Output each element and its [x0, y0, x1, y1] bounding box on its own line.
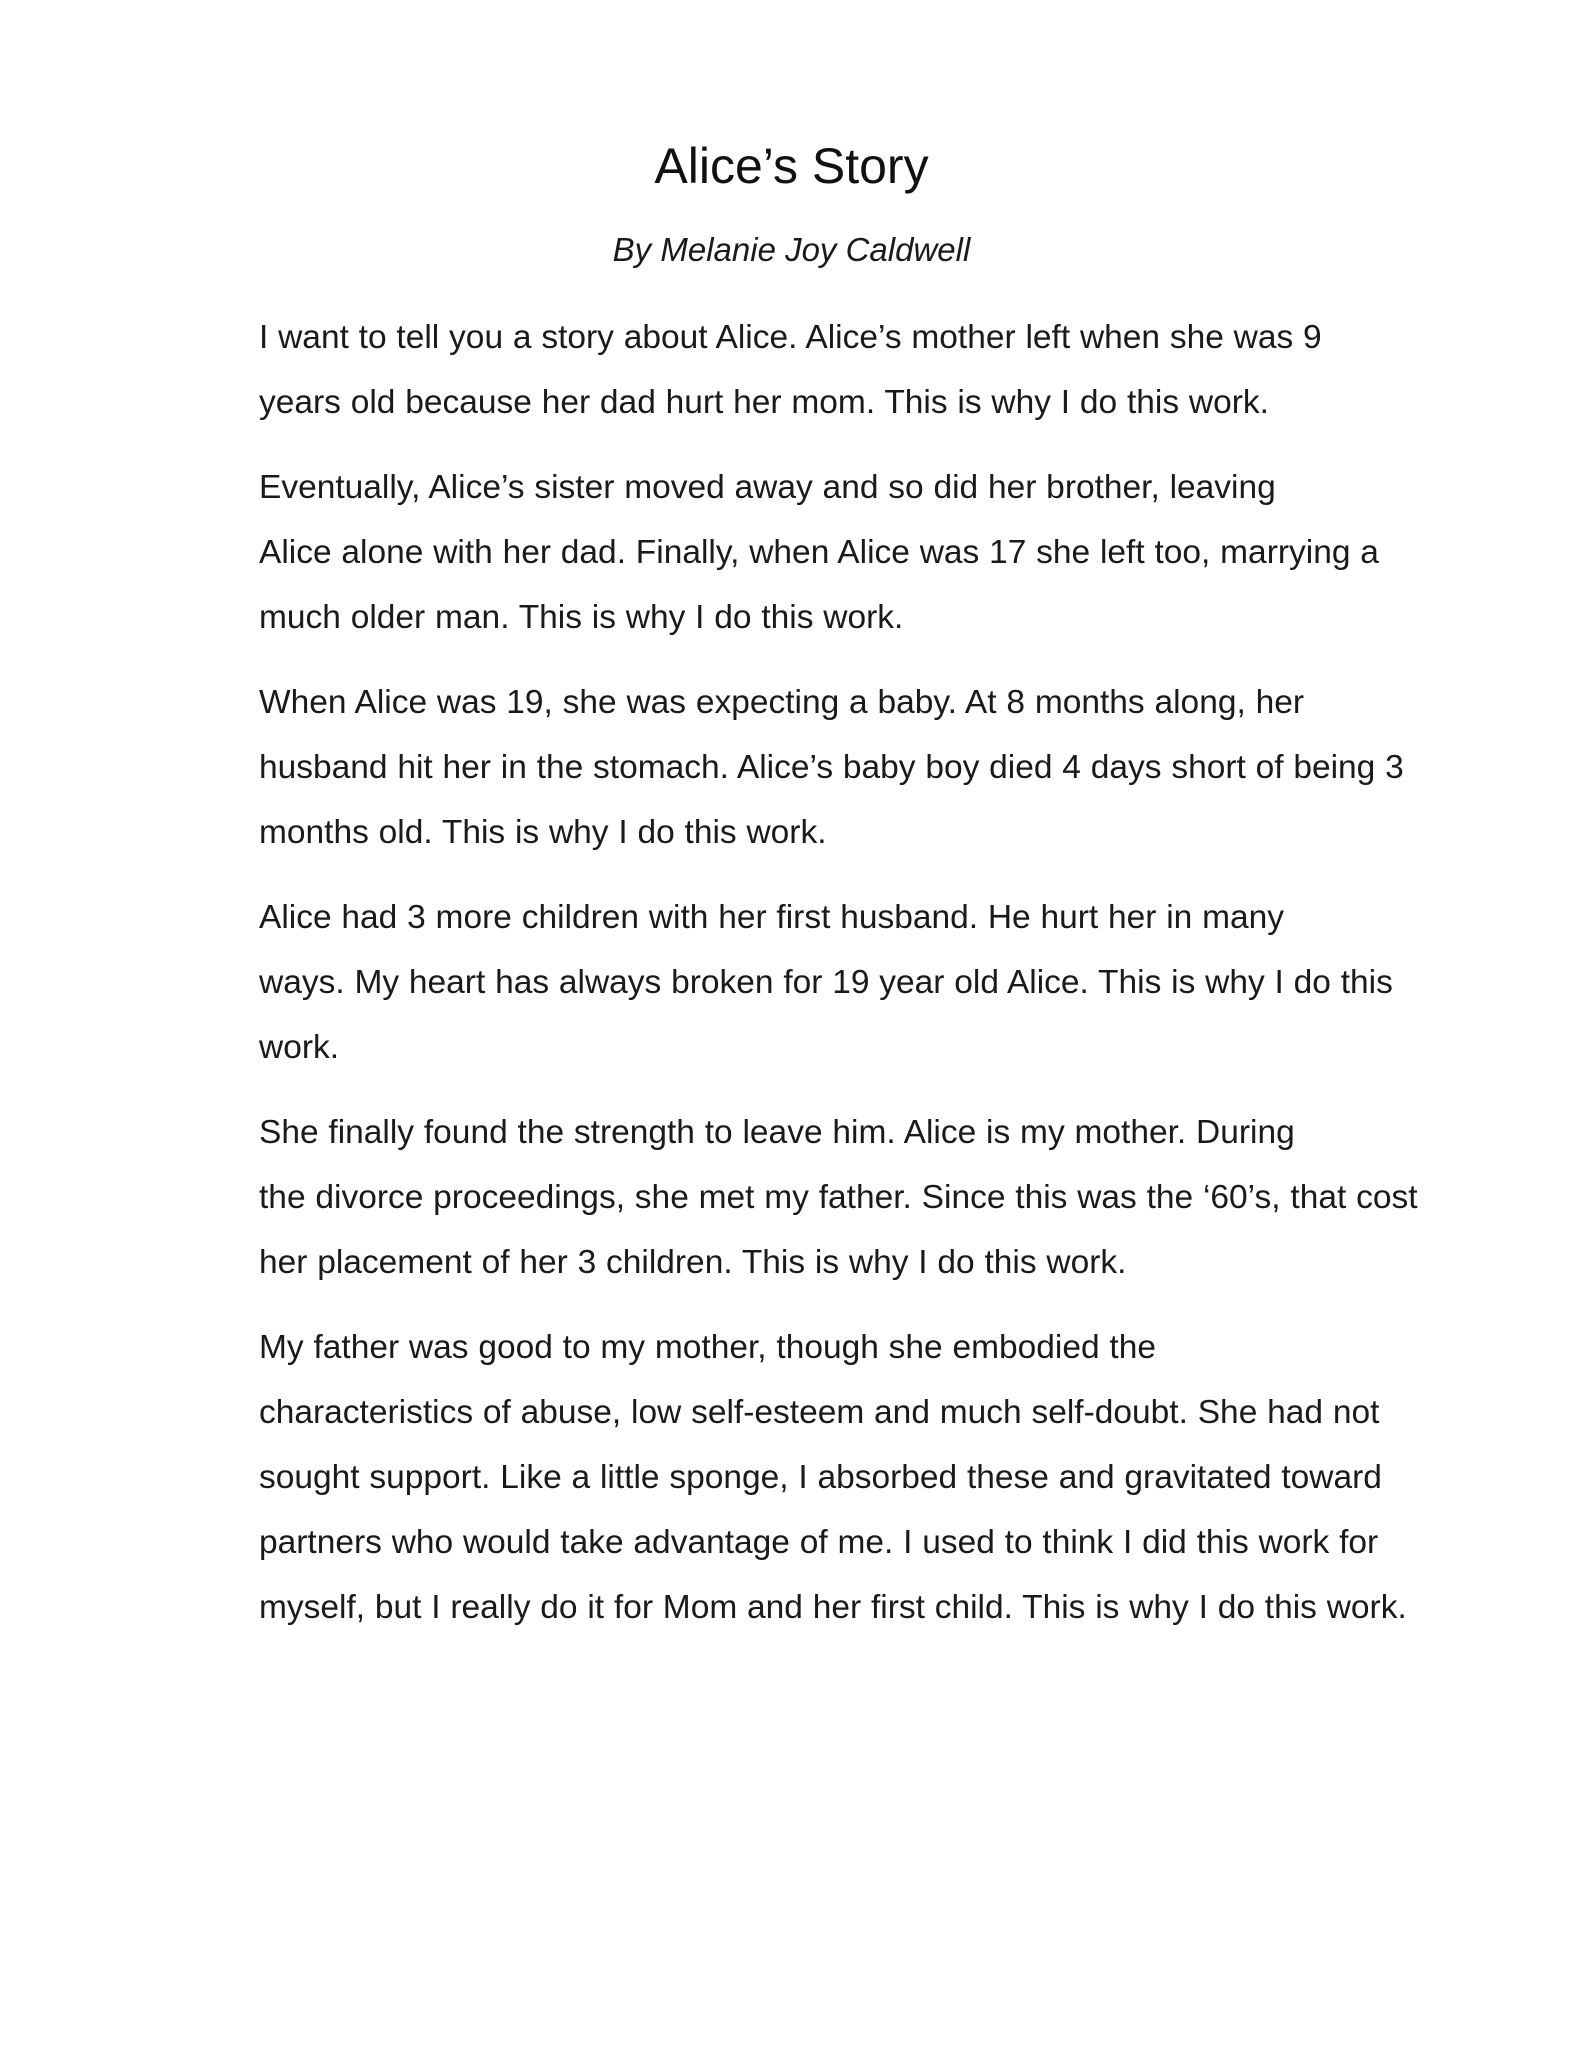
paragraph-6	[167, 1315, 1427, 1640]
paragraph-line: ways. My heart has always broken for 19 year old Alice. This is why I do this	[259, 964, 1393, 1001]
paragraph-line: sought support. Like a little sponge, I absorbed these and gravitated toward	[259, 1459, 1382, 1496]
paragraph-1	[167, 305, 1427, 435]
document-author: By Melanie Joy Caldwell	[612, 231, 971, 268]
paragraph-line: Alice alone with her dad. Finally, when Alice was 17 she left too, marrying a	[259, 534, 1379, 571]
document-body	[167, 305, 1427, 1660]
paragraph-5	[167, 1100, 1427, 1295]
paragraph-line: partners who would take advantage of me. I used to think I did this work for	[259, 1524, 1379, 1561]
paragraph-line: Eventually, Alice’s sister moved away and so did her brother, leaving	[259, 469, 1276, 506]
paragraph-2	[167, 455, 1427, 650]
paragraph-line: years old because her dad hurt her mom. This is why I do this work.	[259, 384, 1269, 421]
paragraph-4	[167, 885, 1427, 1080]
paragraph-line: My father was good to my mother, though she embodied the	[259, 1329, 1156, 1366]
document-title: Alice’s Story	[654, 138, 929, 194]
paragraph-line: months old. This is why I do this work.	[259, 814, 827, 851]
paragraph-line: When Alice was 19, she was expecting a baby. At 8 months along, her	[259, 684, 1304, 721]
paragraph-line: the divorce proceedings, she met my father. Since this was the ‘60’s, that cost	[259, 1179, 1418, 1216]
paragraph-line: work.	[259, 1029, 340, 1066]
paragraph-line: She finally found the strength to leave him. Alice is my mother. During	[259, 1114, 1295, 1151]
paragraph-line: characteristics of abuse, low self-esteem and much self-doubt. She had not	[259, 1394, 1380, 1431]
paragraph-line: I want to tell you a story about Alice. Alice’s mother left when she was 9	[259, 319, 1322, 356]
paragraph-3	[167, 670, 1427, 865]
paragraph-line: myself, but I really do it for Mom and her first child. This is why I do this work.	[259, 1589, 1407, 1626]
paragraph-line: her placement of her 3 children. This is why I do this work.	[259, 1244, 1127, 1281]
paragraph-line: Alice had 3 more children with her first husband. He hurt her in many	[259, 899, 1285, 936]
paragraph-line: much older man. This is why I do this work.	[259, 599, 904, 636]
paragraph-line: husband hit her in the stomach. Alice’s baby boy died 4 days short of being 3	[259, 749, 1404, 786]
